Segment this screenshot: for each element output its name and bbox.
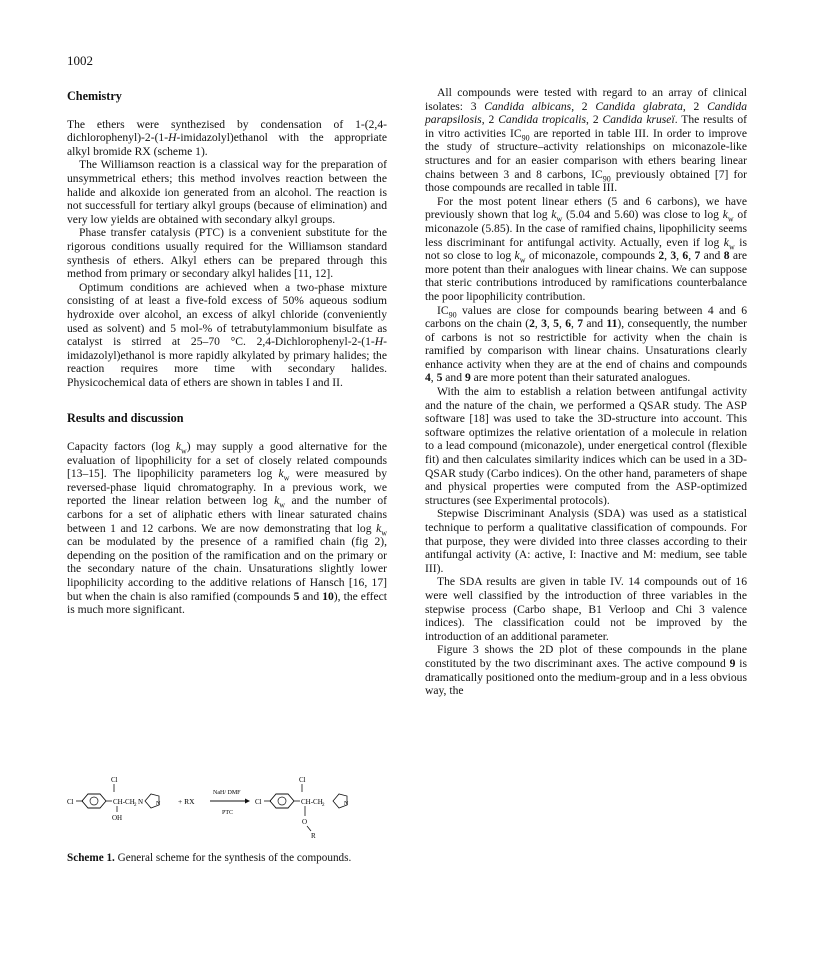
- paragraph: Optimum conditions are achieved when a two-phase mixture consisting of at least a five-fold excess of 50% aqueous sodium hydroxide over alcohol, an excess of alkyl chloride (conveniently used as solvent) and 5 mol-% of tetrabutylammonium bisulfate as catalyst is stirred at 25–70 °C. 2,4-Dichlorophenyl-2-(1-H-imidazolyl)ethanol is more rapidly alkylated by primary halides; the reaction requires more time with secondary halides. Physicochemical data of ethers are shown in tables I and II.: [67, 280, 387, 389]
- section-heading-chemistry: Chemistry: [67, 89, 122, 103]
- paragraph: All compounds were tested with regard to an array of clinical isolates: 3 Candida albicans, 2 Candida glabrata, 2 Candida parapsilosis, 2 Candida tropicalis, 2 Candida kruseï. The results of in vitro activities $IC_{90}$ are reported in table III. In order to improve the study of structure–activity relationships on miconazole-like structures and for an easier comparison with ethers bearing linear chains between 3 and 8 carbons, $IC_{90}$ previously obtained [7] for those compounds are recalled in table III.: [425, 86, 748, 195]
- left-column: [67, 86, 387, 617]
- scheme-cl-top-right: Cl: [299, 776, 306, 784]
- scheme-plus-rx: + RX: [178, 797, 195, 806]
- scheme-reagent-bottom: PTC: [222, 810, 234, 816]
- paragraph: Figure 3 shows the 2D plot of these compounds in the plane constituted by the two discriminant axes. The active compound 9 is dramatically positioned onto the medium-group and in a less obvious way, the: [425, 643, 747, 698]
- scheme-reagent-top: NaH/ DMF: [213, 790, 241, 796]
- scheme-n-left: N: [138, 798, 144, 806]
- scheme-cl-left: Cl: [67, 798, 74, 806]
- scheme-n-left-ring: N: [156, 801, 161, 807]
- paragraph: The Williamson reaction is a classical way for the preparation of unsymmetrical ethers; this method involves reaction between the halide and alkoxide ion generated from an alcohol. The reaction is not successfull for tertiary alkyl groups (because of elimination) and very low yields are obtained with secondary alkyl groups.: [67, 158, 387, 226]
- paragraph: The ethers were synthezised by condensation of 1-(2,4-dichlorophenyl)-2-(1-H-imidazolyl)ethanol with the appropriate alkyl bromide RX (scheme 1).: [67, 117, 387, 158]
- benzene-ring-right: [270, 794, 294, 808]
- scheme-oh: OH: [112, 814, 123, 822]
- paragraph: For the most potent linear ethers (5 and 6 carbons), we have previously shown that $\log k_w$ (5.04 and 5.60) was close to $\log k_w$ of miconazole (5.85). In the case of ramified chains, lipophilicity seems less discriminant for antifungal activity. Actually, even if $\log k_w$ is not so close to $\log k_w$ of miconazole, compounds 2, 3, 6, 7 and 8 are more potent than their analogues with linear chains. We can suppose that steric contributions introduced by ramifications counterbalance the poor lipophilicity contribution.: [425, 194, 747, 303]
- paragraph: The SDA results are given in table IV. 14 compounds out of 16 were well classified by the introduction of three variables in the stepwise process (Carbo shape, B1 Verloop and Chi 3 valence indices). The classification could not be improved by the introduction of an additional parameter.: [425, 575, 747, 643]
- scheme-chain-left: CH-CH: [113, 798, 135, 806]
- right-column: [425, 86, 747, 698]
- scheme-caption-label: Scheme 1.: [67, 852, 115, 864]
- paragraph: With the aim to establish a relation between antifungal activity and the nature of the chain, we performed a QSAR study. The ASP software [18] was used to take the 3D-structure into account. This software optimizes the relative orientation of a molecule in relation to a lead compound (miconazole), under energetical control (flexible fit) and then calculates similarity indices which can be used in a 3D-QSAR study (Carbo indices). On the other hand, parameters of shape and physical properties were computed from the ASP-optimized structures (see Experimental protocols).: [425, 385, 747, 507]
- scheme-cl-right: Cl: [255, 798, 262, 806]
- scheme-cl-top-left: Cl: [111, 776, 118, 784]
- scheme-chain-left-sub: 2: [134, 803, 137, 808]
- paragraph: $IC_{90}$ values are close for compounds bearing between 4 and 6 carbons on the chain (2, 3, 5, 6, 7 and 11), consequently, the number of carbons is not so restrictible for activity when the chain is ramified by comparison with linear chains. Unsaturations clearly enhance activity when they are at the end of chains and compounds 4, 5 and 9 are more potent than their saturated analogues.: [425, 303, 748, 385]
- scheme-r-right: R: [311, 832, 316, 840]
- paragraph: Stepwise Discriminant Analysis (SDA) was used as a statistical technique to perform a qualitative classification of compounds. For that purpose, they were divided into three classes according to their antifungal activity (A: active, I: Inactive and M: medium, see table III).: [425, 507, 747, 575]
- page-number: 1002: [67, 53, 93, 68]
- synthesis-scheme: [67, 770, 387, 856]
- paragraph: Phase transfer catalysis (PTC) is a convenient substitute for the rigorous conditions usually required for the Williamson standard synthesis of ethers. Alkyl ethers can be prepared through this method from primary or secondary alkyl halides [11, 12].: [67, 226, 387, 281]
- scheme-n-right: N: [344, 801, 349, 807]
- scheme-chain-right-sub: 2: [322, 803, 325, 808]
- paragraph: Capacity factors (log $k_w$) may supply a good alternative for the evaluation of lipophilicity for a set of closely related compounds [13–15]. The lipophilicity parameters $\log k_w$ were measured by reversed-phase liquid chromatography. In a previous work, we reported the linear relation between $\log k_w$ and the number of carbons for a set of aliphatic ethers with linear saturated chains between 1 and 12 carbons. We are now demonstrating that $\log k_w$ can be modulated by the presence of a ramified chain (fig 2), depending on the position of the ramification and on the primary or the secondary nature of the chain. Unsaturations slightly lower lipophilicity according to the additive relations of Hansch [16, 17] but when the chain is also ramified (compounds 5 and 10), the effect is much more significant.: [67, 440, 387, 617]
- scheme-o-right: O: [302, 818, 308, 826]
- section-heading-results: Results and discussion: [67, 411, 184, 426]
- scheme-caption-text: General scheme for the synthesis of the compounds.: [114, 852, 352, 864]
- scheme-chain-right: CH-CH: [301, 798, 323, 806]
- benzene-ring-left: [82, 794, 106, 808]
- scheme-caption: [67, 852, 387, 865]
